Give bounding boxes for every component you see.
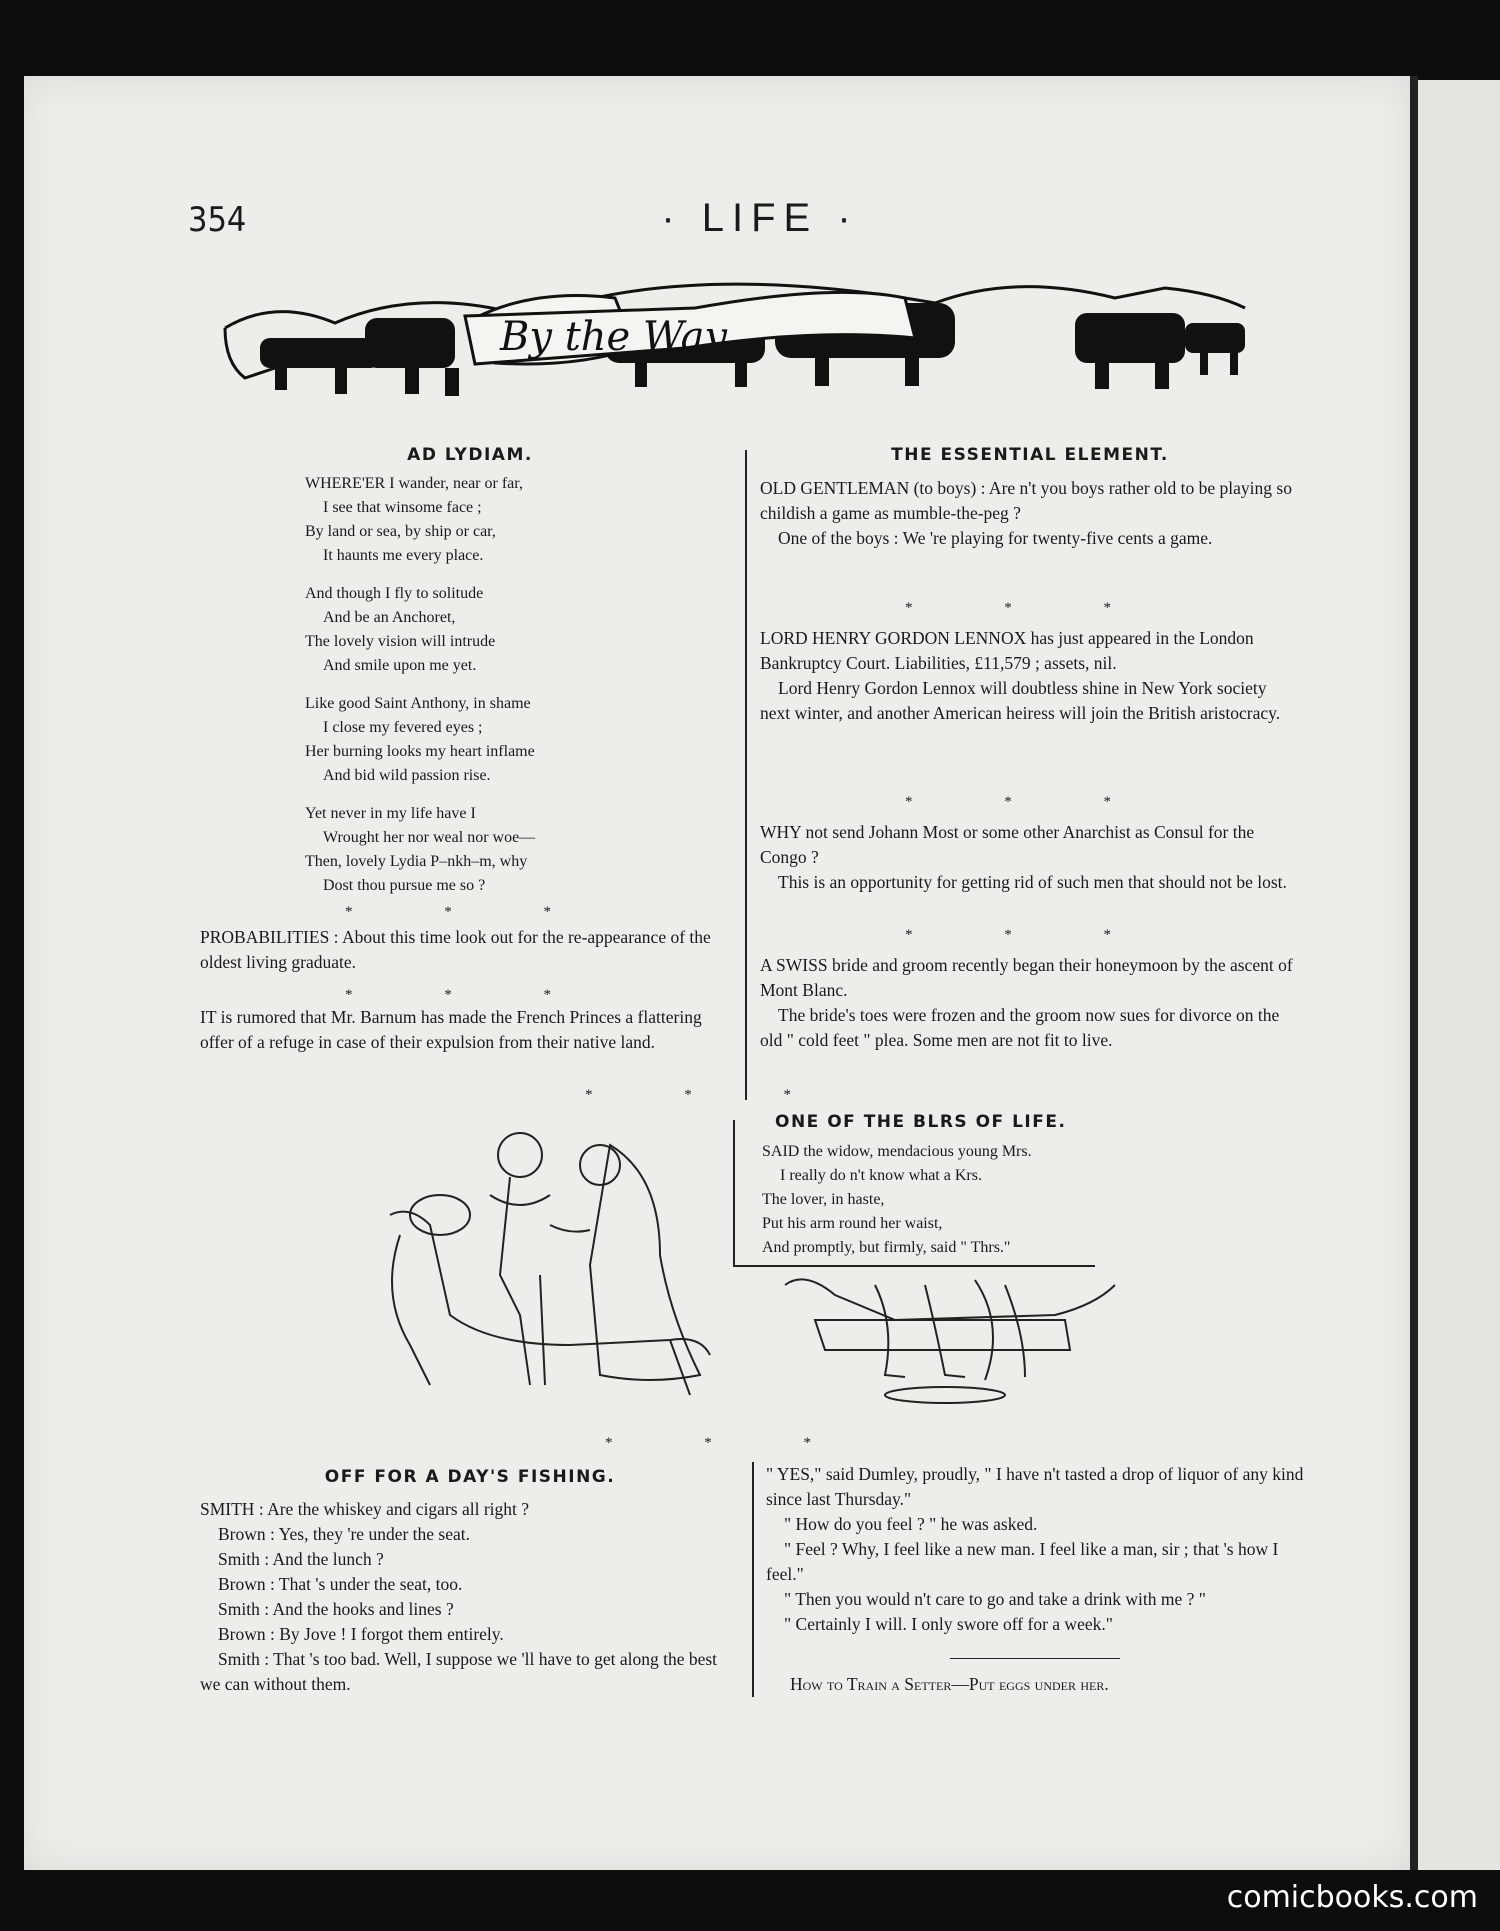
story-paragraph: The bride's toes were frozen and the groom now sues for divorce on the old " cold feet " plea. Some men are not fit to live. — [760, 1005, 1280, 1050]
story-paragraph: This is an opportunity for getting rid of such men that should not be lost. — [778, 872, 1287, 892]
story-paragraph: " Feel ? Why, I feel like a new man. I feel like a man, sir ; that 's how I feel." — [766, 1539, 1279, 1584]
poem-line: And though I fly to solitude — [305, 585, 484, 602]
couple-sofa-illustration — [370, 1115, 740, 1415]
poem-line: It haunts me every place. — [323, 547, 484, 564]
lennox-story — [760, 626, 1300, 726]
embracing-couple-illustration — [775, 1265, 1130, 1405]
page-number: 354 — [188, 200, 247, 240]
separator-stars: * * * — [345, 904, 595, 920]
blrs-limerick — [762, 1140, 1102, 1260]
poem-line: Her burning looks my heart inflame — [305, 743, 535, 760]
essential-element-story — [760, 476, 1300, 551]
poem-line: And bid wild passion rise. — [323, 767, 491, 784]
poem-line: And promptly, but firmly, said " Thrs." — [762, 1239, 1011, 1256]
dialogue-line: Brown : By Jove ! I forgot them entirely. — [218, 1624, 504, 1644]
poem-line: Put his arm round her waist, — [762, 1215, 943, 1232]
masthead: · LIFE · — [661, 196, 859, 240]
dialogue-line: Brown : Yes, they 're under the seat. — [218, 1524, 470, 1544]
story-paragraph: OLD GENTLEMAN (to boys) : Are n't you boys rather old to be playing so childish a game as mumble-the-peg ? — [760, 478, 1292, 523]
separator-stars: * * * — [905, 927, 1155, 943]
story-paragraph: " Certainly I will. I only swore off for a week." — [784, 1614, 1113, 1634]
story-paragraph: " How do you feel ? " he was asked. — [784, 1514, 1038, 1534]
fishing-title: OFF FOR A DAY'S FISHING. — [324, 1467, 616, 1487]
next-page-edge — [1418, 80, 1500, 1870]
dialogue-line: Brown : That 's under the seat, too. — [218, 1574, 463, 1594]
essential-element-title: THE ESSENTIAL ELEMENT. — [891, 445, 1169, 465]
blrs-title: ONE OF THE BLRS OF LIFE. — [775, 1112, 1067, 1132]
separator-stars: * * * — [605, 1435, 855, 1451]
page-binding — [1410, 76, 1418, 1870]
separator-stars: * * * — [905, 600, 1155, 616]
rule-short — [950, 1658, 1120, 1659]
poem-line: Yet never in my life have I — [305, 805, 476, 822]
poem-line: I really do n't know what a Krs. — [780, 1167, 982, 1184]
column-rule — [752, 1462, 754, 1697]
poem-line: Dost thou pursue me so ? — [323, 877, 486, 894]
dialogue-line: Smith : And the lunch ? — [218, 1549, 384, 1569]
dialogue-line: SMITH : Are the whiskey and cigars all right ? — [200, 1499, 530, 1519]
story-paragraph: " Then you would n't care to go and take a drink with me ? " — [784, 1589, 1206, 1609]
barnum-paragraph: IT is rumored that Mr. Barnum has made the French Princes a flattering offer of a refuge in case of their expulsion from their native land. — [200, 1007, 702, 1052]
story-paragraph: " YES," said Dumley, proudly, " I have n't tasted a drop of liquor of any kind since last Thursday." — [766, 1464, 1304, 1509]
separator-stars: * * * — [905, 794, 1155, 810]
poem-line: Wrought her nor weal nor woe— — [323, 829, 536, 846]
story-paragraph: Lord Henry Gordon Lennox will doubtless shine in New York society next winter, and another American heiress will join the British aristocracy. — [760, 678, 1281, 723]
poem-line: Then, lovely Lydia P–nkh–m, why — [305, 853, 528, 870]
setter-joke: How to Train a Setter—Put eggs under her. — [790, 1674, 1109, 1694]
poem-line: The lover, in haste, — [762, 1191, 885, 1208]
poem-line: I close my fevered eyes ; — [323, 719, 483, 736]
dialogue-line: Smith : And the hooks and lines ? — [218, 1599, 454, 1619]
poem-line: By land or sea, by ship or car, — [305, 523, 496, 540]
story-paragraph: LORD HENRY GORDON LENNOX has just appeared in the London Bankruptcy Court. Liabilities, £11,579 ; assets, nil. — [760, 628, 1254, 673]
dumley-story — [766, 1462, 1306, 1637]
most-story — [760, 820, 1300, 895]
separator-stars: * * * — [345, 987, 595, 1003]
story-paragraph: WHY not send Johann Most or some other Anarchist as Consul for the Congo ? — [760, 822, 1255, 867]
swiss-story — [760, 953, 1300, 1053]
dialogue-line: Smith : That 's too bad. Well, I suppose we 'll have to get along the best we can without them. — [200, 1649, 718, 1694]
banner-title: By the Way — [500, 314, 728, 360]
poem-line: I see that winsome face ; — [323, 499, 482, 516]
story-paragraph: A SWISS bride and groom recently began their honeymoon by the ascent of Mont Blanc. — [760, 955, 1293, 1000]
poem-line: And be an Anchoret, — [323, 609, 456, 626]
separator-stars: * * * — [585, 1087, 835, 1103]
story-paragraph: One of the boys : We 're playing for twenty-five cents a game. — [778, 528, 1213, 548]
column-rule — [745, 450, 747, 1100]
poem-line: The lovely vision will intrude — [305, 633, 496, 650]
poem-line: And smile upon me yet. — [323, 657, 477, 674]
watermark: comicbooks.com — [1226, 1880, 1478, 1915]
probabilities-paragraph: PROBABILITIES : About this time look out for the re-appearance of the oldest living graduate. — [200, 927, 711, 972]
poem-line: WHERE'ER I wander, near or far, — [305, 475, 523, 492]
ad-lydiam-title: AD LYDIAM. — [407, 445, 533, 465]
fishing-dialogue — [200, 1497, 740, 1697]
banner-illustration — [215, 268, 1275, 418]
poem-line: Like good Saint Anthony, in shame — [305, 695, 531, 712]
ad-lydiam-poem — [305, 472, 685, 898]
poem-line: SAID the widow, mendacious young Mrs. — [762, 1143, 1032, 1160]
